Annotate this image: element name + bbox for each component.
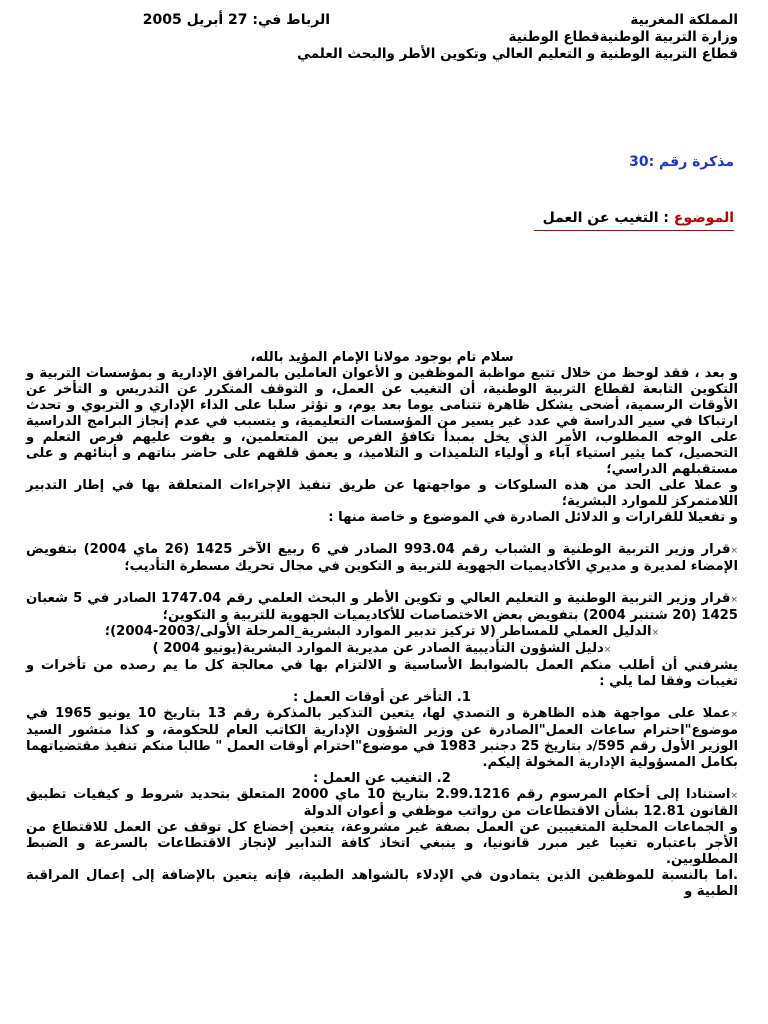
sector-line: قطاع التربية الوطنية و التعليم العالي وتكوين الأطر والبحث العلمي — [297, 46, 738, 62]
request-paragraph: يشرفني أن أطلب منكم العمل بالضوابط الأساسية و الالتزام بها في معالجة كل ما يم رصده من تأخرات و تغيبات وفقا لما يلي : — [26, 658, 738, 689]
intro-paragraph: و بعد ، فقد لوحظ من خلال تتبع مواظبة الموظفين و الأعوان العاملين بالمرافق الإدارية و بمؤسسات التربية و التكوين التابعة لقطاع التربية الوطنية، أن التغيب عن العمل، و التوقف المتكرر عن التدريس و التأخر عن الأوقات الرسمية، أضحى يشكل ظاهرة تتنامى يوما بعد يوم، و تؤثر سلبا على الداء الإداري و التربوي و تحدث ارتباكا في سير الدراسة في عدد غير يسير من المؤسسات التعليمية، و يتسبب في عدم إنجاز البرامج الدراسية على الوجه المطلوب، الأمر الذي يخل بمبدأ تكافؤ الفرص بين المتعلمين، و يفوت عليهم فرص التعلم و التحصيل، كما يثير استياء آباء و أولياء التلميذات و التلاميذ، و يعمق قلقهم على حاضر بناتهم و أبنائهم و على مستقبلهم الدراسي؛ — [26, 366, 738, 477]
list-item: ×الدليل العملي للمساطر (لا تركيز تدبير الموارد البشرية_المرحلة الأولى/2003-2004)؛ — [104, 624, 660, 639]
section-1-text: ×عملا على مواجهة هذه الظاهرة و التصدي لها، يتعين التذكير بالمذكرة رقم 13 بتاريخ 10 يونيو 1965 في موضوع"احترام ساعات العمل"الصادرة عن وزير الشؤون الإدارية الكاتب العام للحكومة، و كذا منشور السيد الوزير الأول رقم 595/د بتاريخ 25 دجنبر 1983 في موضوع"احترام أوقات العمل " طالبا منكم تنفيذ مقتضياتهما بكامل المسؤولية الإدارية المخولة إليكم. — [26, 706, 738, 770]
kingdom-line: المملكة المغربية — [630, 12, 738, 28]
subject-line — [534, 210, 734, 231]
section-2-continuation: و الجماعات المحلية المتغيبين عن العمل بصفة غير مشروعة، يتعين إخضاع كل توقف عن العمل للاقتطاع من الأجر باعتباره تغيبا غير مبرر قانونيا، و ينبغي اتخاذ كافة التدابير لإنجاز الاقتطاعات بالسرعة و الضبط المطلوبين. — [26, 820, 738, 867]
bullet-mark: × — [730, 546, 739, 556]
bullet-mark: × — [730, 791, 738, 801]
paragraph-3: و تفعيلا للقرارات و الدلائل الصادرة في الموضوع و خاصة منها : — [328, 510, 738, 525]
section-1-title: 1. التأخر عن أوقات العمل : — [293, 690, 471, 705]
bullet-mark: × — [651, 628, 660, 638]
list-item: ×دليل الشؤون التأديبية الصادر عن مديرية الموارد البشرية(يونيو 2004 ) — [152, 641, 612, 656]
bullet-mark: × — [730, 710, 738, 720]
memo-body — [26, 350, 738, 900]
greeting: سلام تام بوجود مولانا الإمام المؤيد بالله، — [250, 350, 514, 365]
section-2-text: ×استنادا إلى أحكام المرسوم رقم 2.99.1216 بتاريخ 10 ماي 2000 المتعلق بتحديد شروط و كيفيات تطبيق القانون 12.81 بشأن الاقتطاعات من رواتب موظفي و أعوان الدولة — [26, 787, 738, 819]
section-2-title: 2. التغيب عن العمل : — [313, 771, 451, 786]
subject-text: : التغيب عن العمل — [542, 210, 674, 226]
bullet-mark: × — [603, 645, 612, 655]
issuer-block — [268, 12, 738, 63]
list-item: ×قرار وزير التربية الوطنية و التعليم العالي و تكوين الأطر و البحث العلمي رقم 1747.04 الصادر في 5 شعبان 1425 (20 شتنبر 2004) بتفويض بعض الاختصاصات للأكاديميات الجهوية للتربية و التكوين؛ — [26, 591, 738, 623]
section-2-medical: .اما بالنسبة للموظفين الذين يتمادون في الإدلاء بالشواهد الطبية، فإنه يتعين بالإضافة إلى إعمال المراقبة الطبية و — [26, 868, 738, 899]
paragraph-2: و عملا على الحد من هذه السلوكات و مواجهتها عن طريق تنفيذ الإجراءات المتعلقة بها في إطار التدبير اللامتمركز للموارد البشرية؛ — [26, 478, 738, 509]
ministry-line: وزارة التربية الوطنيةقطاع الوطنية — [508, 29, 738, 45]
list-item: ×قرار وزير التربية الوطنية و الشباب رقم 993.04 الصادر في 6 ربيع الآخر 1425 (26 ماي 2004) بتفويض الإمضاء لمديرة و مديري الأكاديميات الجهوية للتربية و التكوين في مجال تحريك مسطرة التأديب؛ — [26, 542, 739, 574]
subject-label: الموضوع — [673, 210, 734, 226]
memo-number: مذكرة رقم :30 — [629, 154, 734, 170]
place-date: الرباط في: 27 أبريل 2005 — [142, 12, 330, 28]
bullet-mark: × — [730, 595, 738, 605]
